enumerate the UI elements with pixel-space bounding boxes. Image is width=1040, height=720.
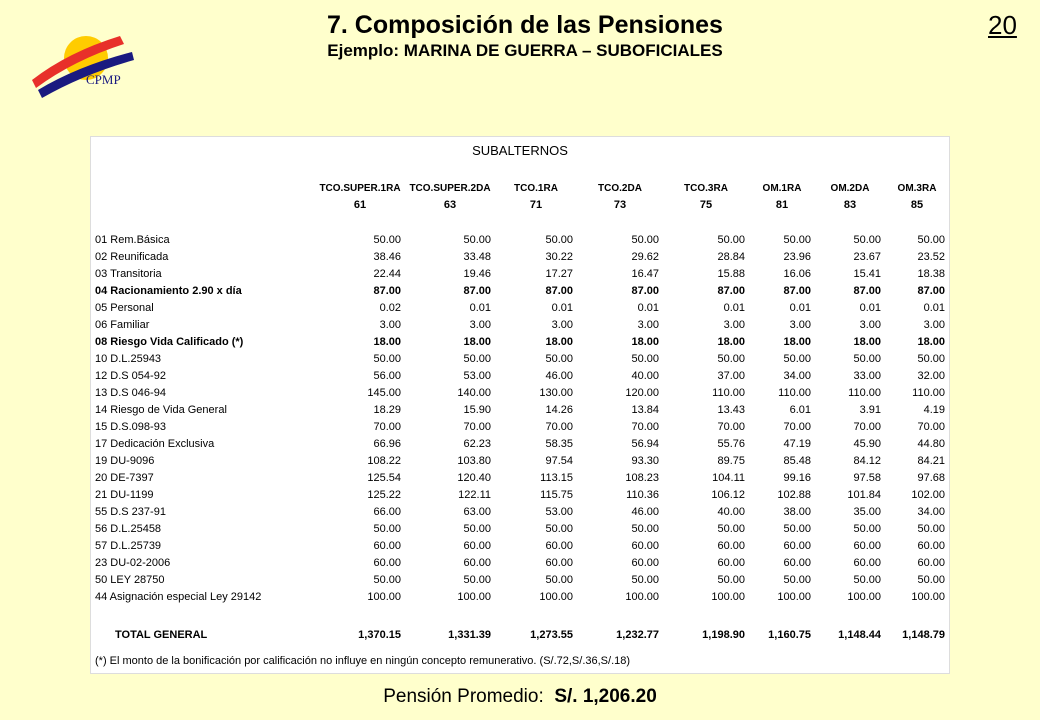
table-cell: 110.36 (626, 489, 659, 501)
average-pension-label: Pensión Promedio: (383, 686, 544, 707)
table-cell: 50.00 (373, 353, 401, 365)
table-cell: 13.84 (631, 404, 659, 416)
table-cell: 18.00 (783, 336, 811, 348)
table-row (95, 453, 949, 470)
table-cell: 16.47 (631, 268, 659, 280)
table-cell: 22.44 (373, 268, 401, 280)
table-cell: 70.00 (783, 421, 811, 433)
table-cell: 30.22 (545, 251, 573, 263)
table-cell: 87.00 (917, 285, 945, 297)
table-cell: 108.23 (625, 472, 659, 484)
table-cell: 0.01 (789, 302, 811, 314)
table-cell: 19.46 (463, 268, 491, 280)
table-cell: 3.00 (637, 319, 659, 331)
header-spacer (95, 181, 315, 197)
table-cell: 87.00 (631, 285, 659, 297)
table-row (95, 555, 949, 572)
table-cell: 44.80 (917, 438, 945, 450)
total-cell: 1,232.77 (616, 629, 659, 641)
table-cell: 50.00 (545, 353, 573, 365)
table-cell: 93.30 (631, 455, 659, 467)
table-cell: 0.01 (723, 302, 745, 314)
table-row (95, 232, 949, 249)
table-cell: 18.00 (717, 336, 745, 348)
column-header: OM.2DA (830, 183, 870, 194)
table-cell: 50.00 (463, 574, 491, 586)
table-cell: 70.00 (853, 421, 881, 433)
table-row (95, 572, 949, 589)
table-cell: 38.00 (783, 506, 811, 518)
row-label: 56 D.L.25458 (95, 523, 162, 535)
table-cell: 70.00 (545, 421, 573, 433)
table-cell: 100.00 (777, 591, 811, 603)
row-label: 06 Familiar (95, 319, 150, 331)
table-cell: 115.75 (540, 489, 573, 501)
table-cell: 70.00 (373, 421, 401, 433)
table-cell: 63.00 (463, 506, 491, 518)
table-cell: 145.00 (367, 387, 401, 399)
spacer-row (95, 606, 949, 625)
row-label: 10 D.L.25943 (95, 353, 162, 365)
table-cell: 50.00 (917, 574, 945, 586)
table-cell: 15.90 (463, 404, 491, 416)
table-cell: 60.00 (463, 557, 491, 569)
table-row (95, 368, 949, 385)
table-cell: 50.00 (853, 523, 881, 535)
table-cell: 60.00 (463, 540, 491, 552)
column-header: OM.3RA (897, 183, 937, 194)
table-cell: 50.00 (917, 234, 945, 246)
table-cell: 87.00 (545, 285, 573, 297)
table-cell: 89.75 (717, 455, 745, 467)
table-cell: 34.00 (917, 506, 945, 518)
table-cell: 50.00 (717, 234, 745, 246)
table-cell: 97.68 (917, 472, 945, 484)
row-label: 57 D.L.25739 (95, 540, 162, 552)
column-code: 75 (699, 199, 713, 211)
table-cell: 50.00 (717, 574, 745, 586)
table-cell: 102.88 (777, 489, 811, 501)
column-code-row (95, 197, 949, 213)
table-cell: 110.00 (848, 387, 881, 399)
table-cell: 50.00 (631, 353, 659, 365)
pension-table-sheet (90, 136, 950, 674)
row-label: 17 Dedicación Exclusiva (95, 438, 215, 450)
row-label: 03 Transitoria (95, 268, 162, 280)
table-row (95, 504, 949, 521)
table-cell: 108.22 (367, 455, 401, 467)
table-cell: 70.00 (717, 421, 745, 433)
table-cell: 50.00 (631, 574, 659, 586)
table-cell: 50.00 (717, 353, 745, 365)
table-row (95, 487, 949, 504)
table-cell: 100.00 (711, 591, 745, 603)
table-cell: 50.00 (545, 523, 573, 535)
table-cell: 104.11 (712, 472, 745, 484)
table-cell: 0.01 (859, 302, 881, 314)
table-row (95, 538, 949, 555)
spacer-cell (95, 606, 949, 625)
total-cell: 1,160.75 (768, 629, 811, 641)
table-row (95, 283, 949, 300)
table-cell: 18.00 (853, 336, 881, 348)
table-cell: 99.16 (783, 472, 811, 484)
table-cell: 3.91 (859, 404, 881, 416)
table-cell: 125.54 (367, 472, 401, 484)
table-cell: 140.00 (457, 387, 491, 399)
total-row (95, 625, 949, 645)
table-cell: 120.40 (457, 472, 491, 484)
table-cell: 84.21 (917, 455, 945, 467)
table-cell: 50.00 (631, 523, 659, 535)
table-cell: 3.00 (789, 319, 811, 331)
column-header: TCO.1RA (514, 183, 558, 194)
table-cell: 50.00 (463, 523, 491, 535)
table-cell: 60.00 (545, 557, 573, 569)
table-cell: 113.15 (540, 472, 573, 484)
total-cell: 1,148.44 (838, 629, 881, 641)
table-row (95, 385, 949, 402)
table-cell: 50.00 (783, 523, 811, 535)
table-cell: 0.01 (551, 302, 573, 314)
table-cell: 60.00 (917, 557, 945, 569)
table-cell: 60.00 (783, 540, 811, 552)
table-cell: 58.35 (545, 438, 573, 450)
table-cell: 34.00 (783, 370, 811, 382)
total-label: TOTAL GENERAL (115, 629, 208, 641)
column-code: 61 (353, 199, 367, 211)
table-cell: 70.00 (463, 421, 491, 433)
table-cell: 66.00 (373, 506, 401, 518)
row-label: 21 DU-1199 (95, 489, 154, 501)
table-cell: 46.00 (631, 506, 659, 518)
table-cell: 3.00 (469, 319, 491, 331)
table-row (95, 589, 949, 606)
table-cell: 62.23 (463, 438, 491, 450)
table-cell: 53.00 (463, 370, 491, 382)
footnote: (*) El monto de la bonificación por calificación no influye en ningún concepto remunerativo. (S/.72,S/.36,S/.18) (95, 655, 631, 667)
table-cell: 87.00 (373, 285, 401, 297)
table-cell: 101.84 (847, 489, 881, 501)
table-cell: 50.00 (545, 574, 573, 586)
row-label: 13 D.S 046-94 (95, 387, 166, 399)
table-cell: 84.12 (853, 455, 881, 467)
row-label: 50 LEY 28750 (95, 574, 165, 586)
table-cell: 100.00 (539, 591, 573, 603)
total-cell: 1,331.39 (448, 629, 491, 641)
row-label: 02 Reunificada (95, 251, 169, 263)
column-code: 85 (910, 199, 924, 211)
table-cell: 16.06 (783, 268, 811, 280)
table-cell: 33.00 (853, 370, 881, 382)
table-row (95, 419, 949, 436)
column-header: OM.1RA (762, 183, 802, 194)
slide-title: 7. Composición de las Pensiones (327, 11, 723, 39)
table-cell: 60.00 (373, 540, 401, 552)
table-cell: 47.19 (783, 438, 811, 450)
spacer-row (95, 213, 949, 232)
column-header-row (95, 181, 949, 197)
table-cell: 60.00 (853, 540, 881, 552)
row-label: 08 Riesgo Vida Calificado (*) (95, 336, 244, 348)
row-label: 12 D.S 054-92 (95, 370, 166, 382)
table-cell: 60.00 (917, 540, 945, 552)
row-label: 23 DU-02-2006 (95, 557, 171, 569)
table-cell: 4.19 (923, 404, 945, 416)
table-cell: 45.90 (853, 438, 881, 450)
slide-title-block (160, 10, 890, 62)
table-cell: 40.00 (717, 506, 745, 518)
table-cell: 60.00 (631, 540, 659, 552)
row-label: 55 D.S 237-91 (95, 506, 166, 518)
table-cell: 100.00 (457, 591, 491, 603)
table-cell: 3.00 (923, 319, 945, 331)
table-cell: 17.27 (545, 268, 573, 280)
column-header: TCO.2DA (598, 183, 642, 194)
table-row (95, 351, 949, 368)
table-cell: 23.96 (783, 251, 811, 263)
table-cell: 130.00 (539, 387, 573, 399)
table-cell: 60.00 (717, 557, 745, 569)
table-row (95, 317, 949, 334)
row-label: 14 Riesgo de Vida General (95, 404, 227, 416)
table-cell: 50.00 (373, 523, 401, 535)
table-cell: 56.94 (631, 438, 659, 450)
table-cell: 85.48 (783, 455, 811, 467)
table-cell: 50.00 (373, 574, 401, 586)
table-cell: 3.00 (859, 319, 881, 331)
table-row (95, 300, 949, 317)
table-cell: 18.00 (373, 336, 401, 348)
table-cell: 50.00 (917, 353, 945, 365)
table-cell: 3.00 (379, 319, 401, 331)
table-cell: 18.00 (631, 336, 659, 348)
table-cell: 66.96 (373, 438, 401, 450)
table-cell: 50.00 (917, 523, 945, 535)
table-cell: 60.00 (631, 557, 659, 569)
table-cell: 14.26 (545, 404, 573, 416)
table-cell: 23.52 (917, 251, 945, 263)
table-cell: 18.29 (373, 404, 401, 416)
page-number: 20 (988, 10, 1017, 40)
table-row (95, 436, 949, 453)
table-cell: 60.00 (373, 557, 401, 569)
spacer-cell (95, 213, 949, 232)
table-cell: 100.00 (911, 591, 945, 603)
table-cell: 40.00 (631, 370, 659, 382)
row-label: 19 DU-9096 (95, 455, 155, 467)
table-cell: 87.00 (783, 285, 811, 297)
table-cell: 100.00 (847, 591, 881, 603)
table-cell: 46.00 (545, 370, 573, 382)
total-cell: 1,198.90 (702, 629, 745, 641)
table-cell: 50.00 (853, 353, 881, 365)
table-cell: 50.00 (463, 353, 491, 365)
average-pension (0, 686, 1040, 708)
header-spacer (95, 197, 315, 213)
row-label: 04 Racionamiento 2.90 x día (95, 285, 242, 297)
table-cell: 13.43 (717, 404, 745, 416)
row-label: 20 DE-7397 (95, 472, 154, 484)
row-label: 15 D.S.098-93 (95, 421, 166, 433)
table-cell: 28.84 (717, 251, 745, 263)
table-cell: 97.58 (853, 472, 881, 484)
total-cell: 1,273.55 (530, 629, 573, 641)
table-cell: 18.00 (463, 336, 491, 348)
table-cell: 70.00 (917, 421, 945, 433)
table-cell: 106.12 (711, 489, 745, 501)
table-cell: 50.00 (717, 523, 745, 535)
table-row (95, 334, 949, 351)
row-label: 01 Rem.Básica (95, 234, 170, 246)
table-cell: 50.00 (463, 234, 491, 246)
table-cell: 110.00 (778, 387, 811, 399)
table-cell: 103.80 (457, 455, 491, 467)
table-cell: 18.00 (545, 336, 573, 348)
table-cell: 87.00 (463, 285, 491, 297)
column-header: TCO.SUPER.1RA (319, 183, 401, 194)
table-cell: 122.11 (458, 489, 491, 501)
table-cell: 0.01 (469, 302, 491, 314)
column-code: 73 (613, 199, 627, 211)
table-row (95, 402, 949, 419)
table-cell: 87.00 (853, 285, 881, 297)
table-cell: 50.00 (853, 574, 881, 586)
table-cell: 0.01 (923, 302, 945, 314)
table-row (95, 521, 949, 538)
table-cell: 56.00 (373, 370, 401, 382)
table-cell: 100.00 (625, 591, 659, 603)
column-header: TCO.SUPER.2DA (409, 183, 491, 194)
table-cell: 53.00 (545, 506, 573, 518)
table-cell: 97.54 (545, 455, 573, 467)
table-cell: 37.00 (717, 370, 745, 382)
table-cell: 87.00 (717, 285, 745, 297)
table-cell: 60.00 (853, 557, 881, 569)
slide-subtitle: Ejemplo: MARINA DE GUERRA – SUBOFICIALES (327, 41, 723, 60)
row-label: 44 Asignación especial Ley 29142 (95, 591, 262, 603)
table-cell: 3.00 (551, 319, 573, 331)
column-code: 83 (843, 199, 857, 211)
table-cell: 18.00 (917, 336, 945, 348)
column-code: 63 (443, 199, 457, 211)
total-cell: 1,148.79 (902, 629, 945, 641)
table-cell: 50.00 (853, 234, 881, 246)
total-cell: 1,370.15 (358, 629, 401, 641)
table-cell: 60.00 (545, 540, 573, 552)
table-cell: 110.00 (912, 387, 945, 399)
table-cell: 50.00 (783, 353, 811, 365)
table-cell: 70.00 (631, 421, 659, 433)
table-cell: 125.22 (367, 489, 401, 501)
cpmp-logo (28, 22, 148, 102)
average-pension-value: S/. 1,206.20 (554, 686, 657, 707)
table-cell: 60.00 (783, 557, 811, 569)
table-cell: 50.00 (545, 234, 573, 246)
table-cell: 120.00 (625, 387, 659, 399)
table-cell: 35.00 (853, 506, 881, 518)
table-cell: 0.01 (637, 302, 659, 314)
table-cell: 100.00 (367, 591, 401, 603)
table-cell: 6.01 (789, 404, 811, 416)
table-cell: 0.02 (379, 302, 401, 314)
table-cell: 3.00 (723, 319, 745, 331)
table-row (95, 266, 949, 283)
table-cell: 102.00 (911, 489, 945, 501)
row-label: 05 Personal (95, 302, 154, 314)
logo-text: CPMP (86, 72, 121, 87)
table-cell: 18.38 (917, 268, 945, 280)
table-cell: 29.62 (631, 251, 659, 263)
table-cell: 15.88 (717, 268, 745, 280)
sheet-title: SUBALTERNOS (472, 143, 568, 158)
column-code: 81 (775, 199, 789, 211)
table-cell: 23.67 (853, 251, 881, 263)
table-cell: 50.00 (631, 234, 659, 246)
table-cell: 32.00 (917, 370, 945, 382)
table-cell: 50.00 (783, 574, 811, 586)
table-cell: 50.00 (783, 234, 811, 246)
table-cell: 60.00 (717, 540, 745, 552)
table-cell: 55.76 (717, 438, 745, 450)
table-row (95, 470, 949, 487)
table-cell: 38.46 (373, 251, 401, 263)
table-cell: 33.48 (463, 251, 491, 263)
table-cell: 110.00 (712, 387, 745, 399)
column-header: TCO.3RA (684, 183, 728, 194)
table-cell: 50.00 (373, 234, 401, 246)
pension-table (95, 181, 949, 645)
table-cell: 15.41 (853, 268, 881, 280)
table-row (95, 249, 949, 266)
column-code: 71 (529, 199, 543, 211)
